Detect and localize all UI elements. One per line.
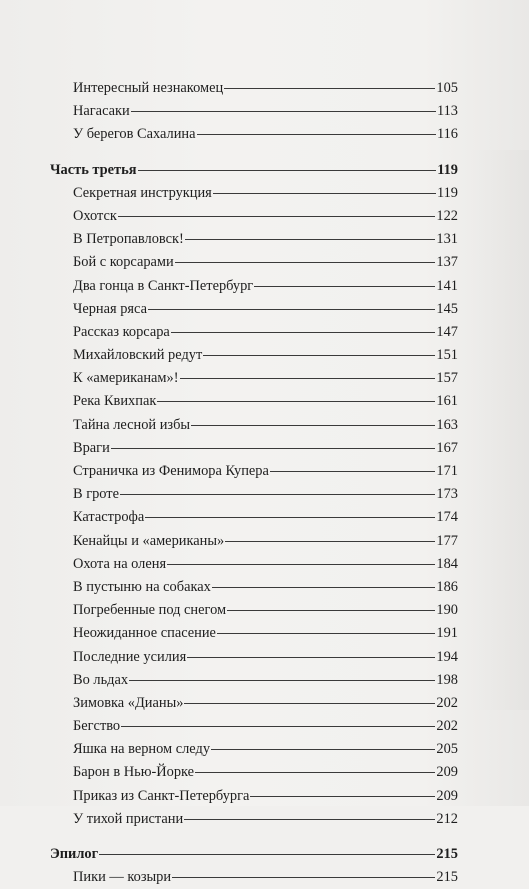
toc-entry — [50, 669, 458, 692]
toc-entry — [50, 367, 458, 390]
toc-entry — [50, 123, 458, 146]
dot-leader — [148, 309, 435, 310]
toc-entry-page-number: 173 — [436, 486, 458, 503]
toc-entry — [50, 205, 458, 228]
toc-entry — [50, 344, 458, 367]
toc-entry-page-number: 171 — [436, 463, 458, 479]
toc-entry-title: Страничка из Фенимора Купера — [73, 463, 269, 479]
dot-leader — [180, 378, 436, 379]
dot-leader — [225, 541, 435, 542]
toc-entry-title: Река Квихпак — [73, 393, 157, 410]
dot-leader — [184, 703, 435, 704]
toc-entry — [50, 530, 458, 553]
dot-leader — [213, 193, 436, 194]
toc-entry — [50, 785, 458, 808]
toc-entry-page-number: 184 — [436, 555, 458, 572]
toc-entry — [50, 808, 458, 831]
dot-leader — [118, 216, 436, 217]
toc-entry-title: Яшка на верном следу — [73, 741, 211, 758]
toc-entry-page-number: 163 — [436, 416, 458, 433]
toc-entry-page-number: 191 — [436, 625, 458, 642]
toc-entry — [50, 761, 458, 784]
toc-entry — [50, 100, 458, 123]
toc-entry-page-number: 122 — [436, 207, 458, 224]
toc-entry — [50, 321, 458, 344]
dot-leader — [120, 494, 435, 495]
toc-entry-page-number: 209 — [436, 764, 458, 781]
toc-entry-page-number: 113 — [436, 103, 458, 120]
dot-leader — [197, 134, 436, 135]
toc-entry-title: Последние усилия — [73, 648, 187, 665]
toc-entry-page-number: 157 — [436, 370, 458, 387]
section-gap — [50, 831, 458, 843]
toc-entry — [50, 298, 458, 321]
toc-entry-title: В Петропавловск! — [73, 231, 184, 248]
dot-leader — [217, 633, 435, 634]
toc-entry — [50, 866, 458, 889]
page-edge-shadow — [469, 150, 529, 710]
toc-entry-title: Интересный незнакомец — [73, 80, 224, 96]
toc-entry-page-number: 186 — [436, 578, 458, 595]
dot-leader — [227, 610, 435, 611]
toc-section-heading-title: Часть третья — [50, 161, 137, 178]
toc-entry-title: Михайловский редут — [73, 347, 203, 364]
toc-entry — [50, 553, 458, 576]
dot-leader — [191, 425, 435, 426]
toc-entry-title: Зимовка «Дианы» — [73, 694, 184, 711]
toc-entry — [50, 275, 458, 298]
toc-entry-title: Два гонца в Санкт-Петербург — [73, 277, 254, 294]
toc-section-heading-title: Эпилог — [50, 846, 99, 862]
toc-entry — [50, 738, 458, 761]
toc-entry-title: Рассказ корсара — [73, 323, 170, 340]
toc-entry-title: Катастрофа — [73, 509, 145, 526]
toc-entry — [50, 414, 458, 437]
toc-entry-title: К «американам»! — [73, 370, 179, 387]
toc-entry-page-number: 190 — [436, 602, 458, 619]
toc-entry-page-number: 177 — [436, 532, 458, 549]
toc-entry-page-number: 205 — [436, 741, 458, 758]
toc-entry — [50, 390, 458, 413]
toc-entry-title: Неожиданное спасение — [73, 625, 216, 642]
toc-entry — [50, 692, 458, 715]
toc-entry-title: У берегов Сахалина — [73, 126, 196, 143]
dot-leader — [111, 448, 436, 449]
dot-leader — [172, 877, 435, 878]
toc-section-heading — [50, 843, 458, 866]
toc-section-heading-page-number: 215 — [436, 846, 458, 862]
dot-leader — [121, 726, 435, 727]
dot-leader — [157, 401, 435, 402]
toc-entry — [50, 622, 458, 645]
dot-leader — [270, 471, 436, 472]
dot-leader — [145, 517, 435, 518]
toc-entry — [50, 576, 458, 599]
toc-entry-page-number: 161 — [436, 393, 458, 410]
toc-entry-title: Черная ряса — [73, 300, 148, 317]
toc-entry-title: Нагасаки — [73, 103, 130, 120]
toc-entry — [50, 228, 458, 251]
dot-leader — [138, 170, 437, 171]
toc-entry-page-number: 167 — [436, 439, 458, 456]
toc-entry-page-number: 202 — [436, 718, 458, 735]
dot-leader — [254, 286, 435, 287]
toc-entry-page-number: 212 — [436, 810, 458, 827]
toc-entry-page-number: 174 — [436, 509, 458, 526]
toc-entry-page-number: 116 — [436, 126, 458, 143]
dot-leader — [203, 355, 435, 356]
toc-entry-page-number: 147 — [436, 323, 458, 340]
toc-entry — [50, 483, 458, 506]
toc-entry — [50, 715, 458, 738]
toc-entry-page-number: 105 — [436, 80, 458, 96]
toc-entry-page-number: 141 — [436, 277, 458, 294]
toc-entry-page-number: 151 — [436, 347, 458, 364]
toc-entry — [50, 251, 458, 274]
dot-leader — [187, 657, 435, 658]
section-gap — [50, 147, 458, 159]
table-of-contents — [50, 77, 458, 889]
toc-entry-page-number: 194 — [436, 648, 458, 665]
toc-entry-title: У тихой пристани — [73, 810, 184, 827]
toc-entry-title: Погребенные под снегом — [73, 602, 227, 619]
dot-leader — [129, 680, 435, 681]
toc-entry-title: Пики — козыри — [73, 869, 172, 886]
toc-entry-title: Барон в Нью-Йорке — [73, 764, 195, 781]
toc-entry-page-number: 202 — [436, 694, 458, 711]
toc-entry-page-number: 131 — [436, 231, 458, 248]
dot-leader — [99, 854, 435, 855]
toc-entry — [50, 77, 458, 100]
dot-leader — [184, 819, 435, 820]
toc-entry-page-number: 145 — [436, 300, 458, 317]
dot-leader — [167, 564, 435, 565]
toc-entry — [50, 460, 458, 483]
dot-leader — [171, 332, 436, 333]
toc-entry-title: Бой с корсарами — [73, 254, 174, 271]
toc-entry — [50, 506, 458, 529]
toc-entry-page-number: 198 — [436, 671, 458, 688]
dot-leader — [175, 262, 436, 263]
toc-entry-title: Бегство — [73, 718, 121, 735]
dot-leader — [131, 111, 436, 112]
toc-entry-title: Охота на оленя — [73, 555, 167, 572]
toc-entry — [50, 599, 458, 622]
toc-entry-title: В пустыню на собаках — [73, 578, 211, 595]
toc-entry-title: Во льдах — [73, 671, 129, 688]
toc-entry-title: Секретная инструкция — [73, 184, 212, 201]
toc-entry-page-number: 215 — [436, 869, 458, 886]
toc-entry-page-number: 137 — [436, 254, 458, 271]
dot-leader — [211, 749, 435, 750]
toc-entry-title: Охотск — [73, 207, 117, 224]
toc-entry-title: Тайна лесной избы — [73, 416, 191, 433]
dot-leader — [224, 88, 435, 89]
toc-entry — [50, 646, 458, 669]
dot-leader — [250, 796, 435, 797]
dot-leader — [212, 587, 436, 588]
dot-leader — [195, 772, 435, 773]
toc-entry-title: Кенайцы и «американы» — [73, 532, 225, 549]
toc-entry — [50, 437, 458, 460]
toc-entry-page-number: 209 — [436, 787, 458, 804]
dot-leader — [185, 239, 436, 240]
toc-entry-title: Приказ из Санкт-Петербурга — [73, 787, 250, 804]
toc-entry-title: В гроте — [73, 486, 119, 503]
toc-entry-title: Враги — [73, 439, 110, 456]
toc-entry — [50, 182, 458, 205]
toc-section-heading — [50, 159, 458, 182]
toc-entry-page-number: 119 — [436, 184, 458, 201]
toc-section-heading-page-number: 119 — [437, 161, 458, 178]
